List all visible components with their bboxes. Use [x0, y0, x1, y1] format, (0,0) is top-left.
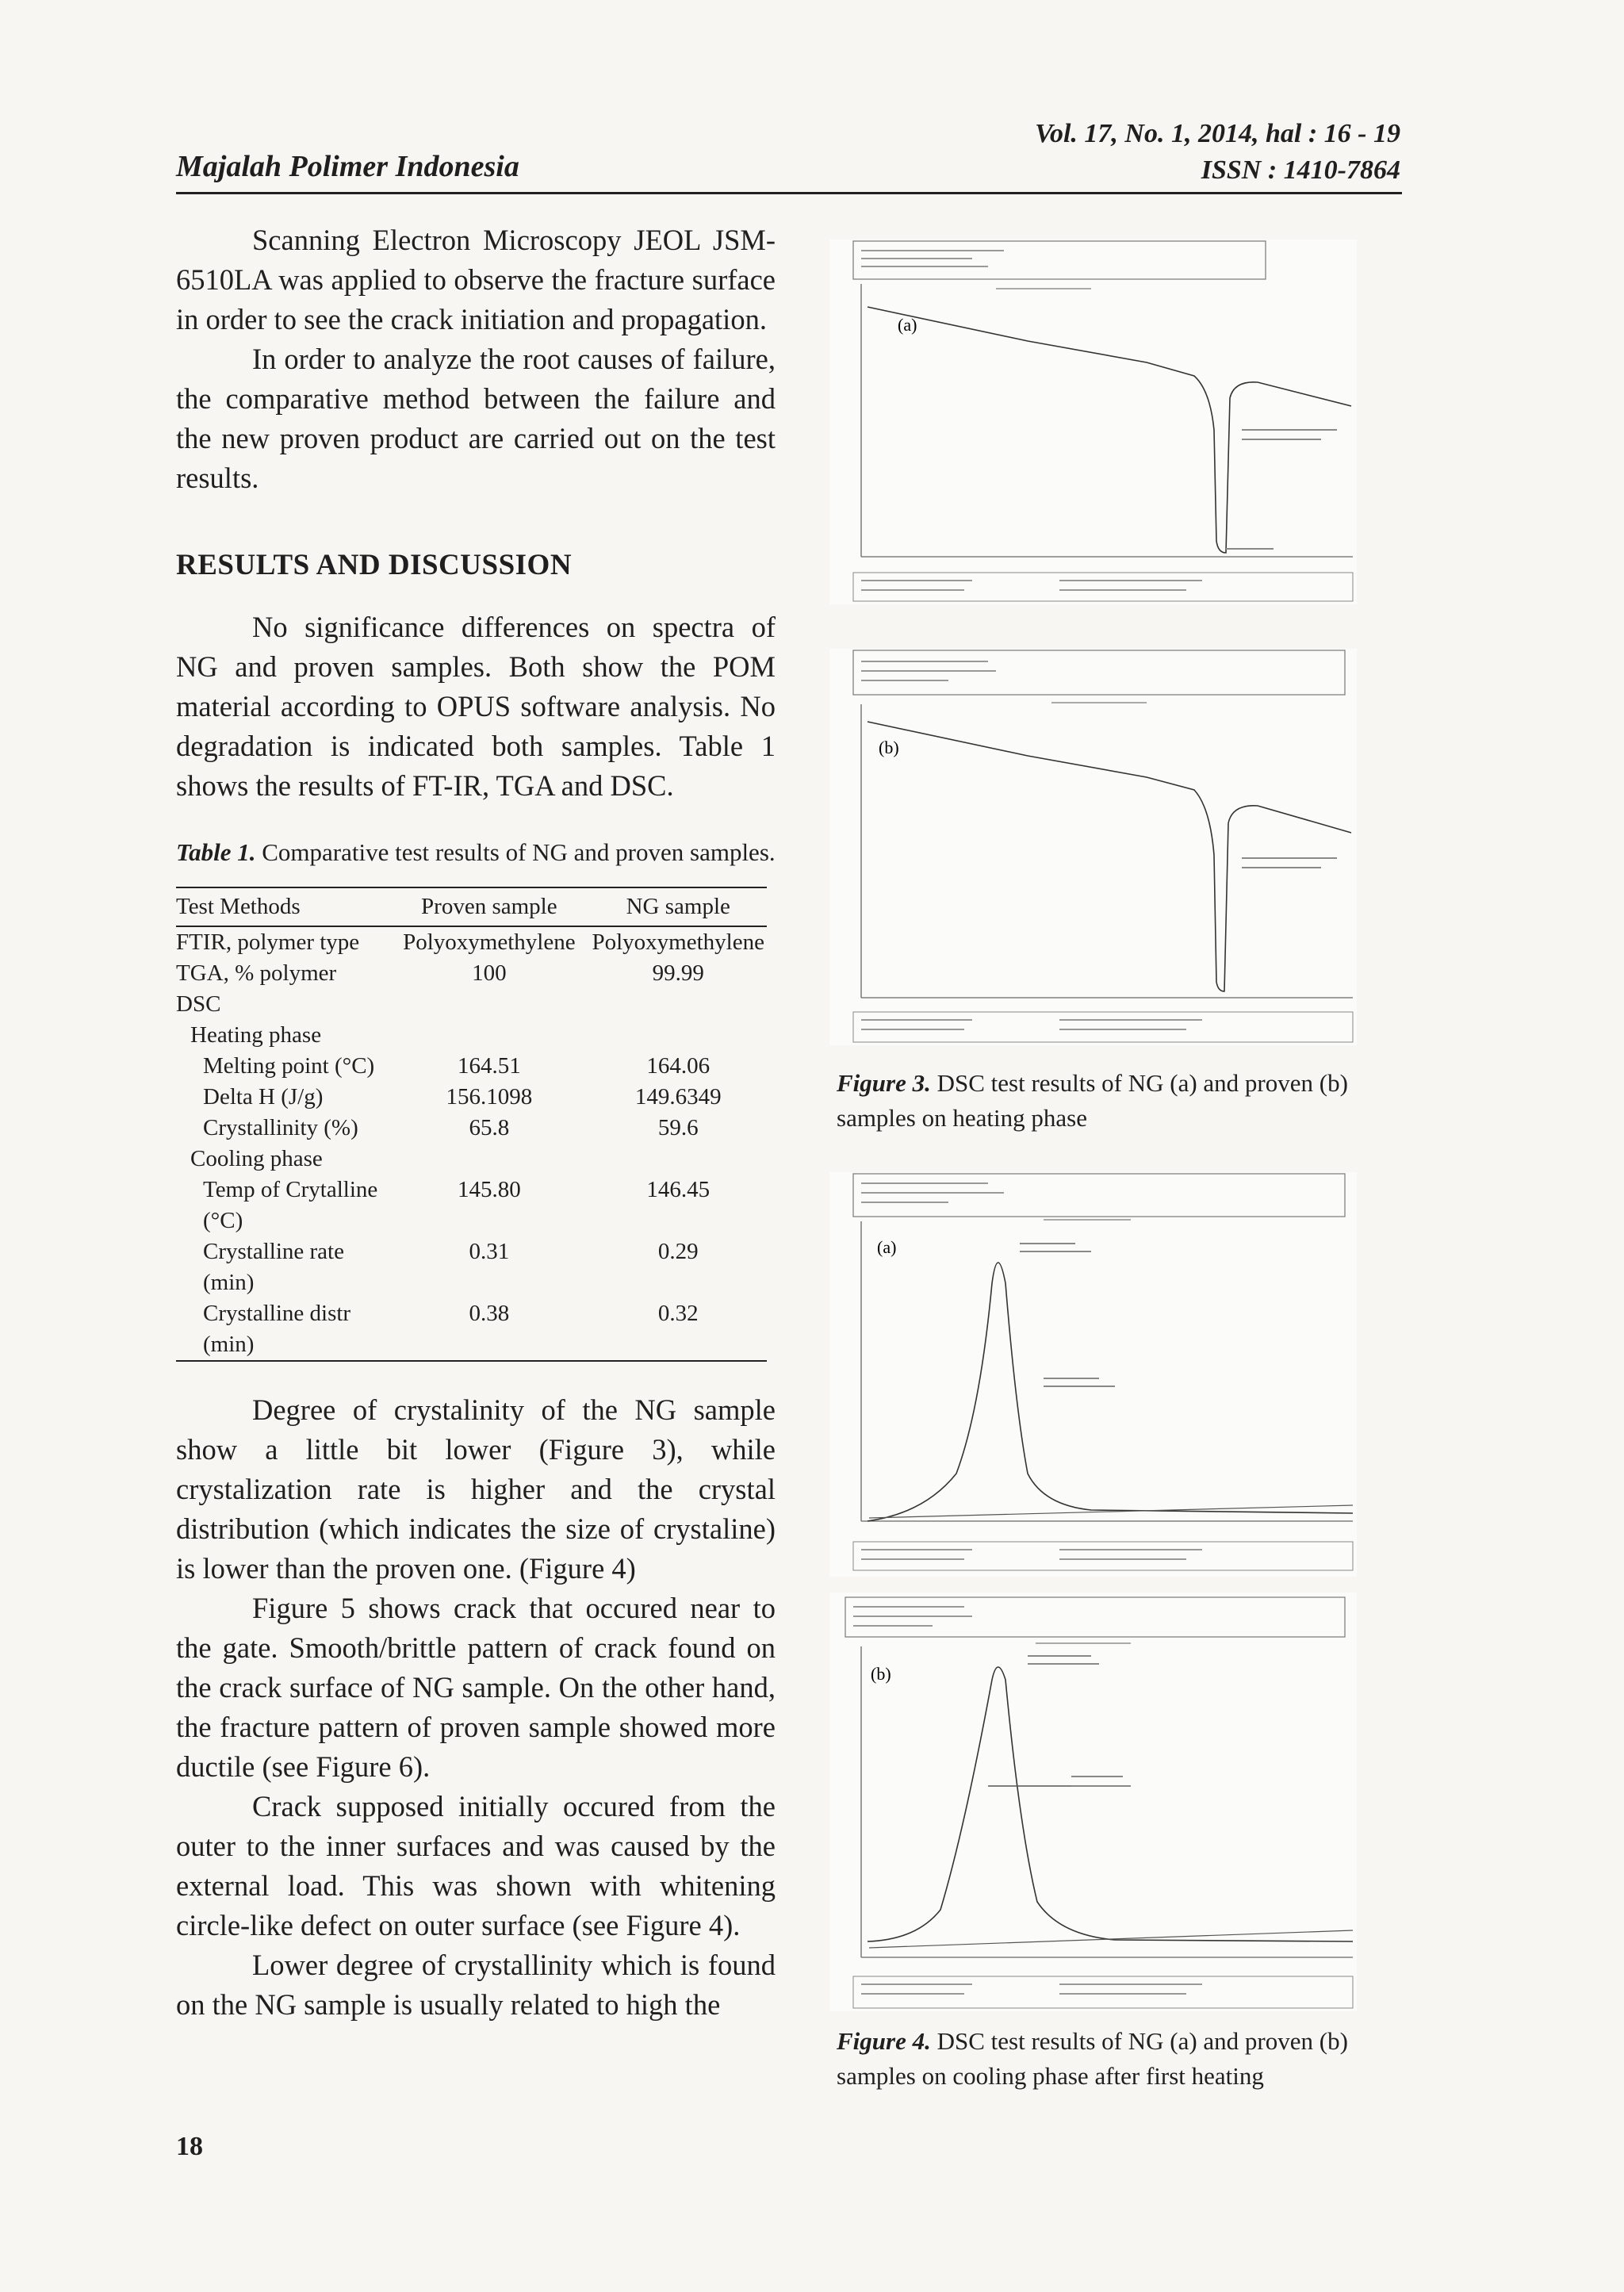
cell: DSC — [176, 991, 221, 1017]
journal-title: Majalah Polimer Indonesia — [176, 150, 519, 183]
section-title: RESULTS AND DISCUSSION — [176, 549, 573, 581]
cell — [389, 1020, 589, 1051]
cell: 164.51 — [457, 1053, 521, 1079]
cell — [589, 989, 767, 1020]
panel-label-a: (a) — [877, 1237, 897, 1257]
figure3-panel-a — [829, 240, 1357, 604]
table-row — [176, 1298, 767, 1361]
panel-label-b: (b) — [871, 1664, 891, 1684]
figure4-label: Figure 4. — [837, 2027, 931, 2055]
volume-line: Vol. 17, No. 1, 2014, hal : 16 - 19 — [1035, 119, 1400, 148]
cell: 65.8 — [469, 1115, 510, 1140]
cell: 145.80 — [457, 1177, 521, 1202]
results-table — [176, 887, 767, 1362]
table-row — [176, 926, 767, 958]
table-row — [176, 989, 767, 1020]
header-test-methods: Test Methods — [176, 887, 389, 926]
cell — [589, 1020, 767, 1051]
table-row — [176, 1175, 767, 1236]
table-header-row — [176, 887, 767, 926]
dsc-heating-plot-a — [829, 240, 1357, 604]
table-row — [176, 1236, 767, 1298]
figure4-panel-a — [829, 1172, 1357, 1577]
cell — [389, 989, 589, 1020]
paragraph-lower-degree: Lower degree of crystallinity which is found on the NG sample is usually related to high the — [176, 1949, 776, 2021]
cell: 0.29 — [657, 1239, 699, 1264]
cell: 149.6349 — [634, 1084, 722, 1110]
cell: TGA, % polymer — [176, 960, 337, 986]
figure4-caption-text: DSC test results of NG (a) and proven (b) samples on cooling phase after first heating — [837, 2027, 1348, 2090]
dsc-heating-plot-b — [829, 649, 1357, 1045]
paragraph-crystallinity: Degree of crystalinity of the NG sample show a little bit lower (Figure 3), while crystalization rate is higher and the crystal distribution (which indicates the size of crystaline) is lower than the proven one. (Figure 4) — [176, 1393, 776, 1585]
paragraph-figure5: Figure 5 shows crack that occured near to the gate. Smooth/brittle pattern of crack found on the crack surface of NG sample. On the other hand, the fracture pattern of proven sample showed more ductile (see Figure 6). — [176, 1592, 776, 1783]
table-row — [176, 958, 767, 989]
cell: 0.32 — [589, 1298, 767, 1361]
header-ng: NG sample — [589, 887, 767, 926]
figure4-panel-b — [829, 1593, 1357, 2011]
figure4-caption — [837, 2024, 1404, 2094]
figure3-caption-text: DSC test results of NG (a) and proven (b) samples on heating phase — [837, 1069, 1348, 1132]
header-rule — [176, 192, 1402, 194]
cell: 164.06 — [646, 1053, 710, 1079]
cell: Heating phase — [190, 1022, 322, 1048]
paragraph-sem: Scanning Electron Microscopy JEOL JSM-6510LA was applied to observe the fracture surface in order to see the crack initiation and propagation. — [176, 224, 776, 335]
cell: Temp of Crytalline (°C) — [203, 1177, 378, 1233]
cell: Delta H (J/g) — [203, 1084, 324, 1110]
volume-info — [1035, 116, 1400, 189]
header-proven: Proven sample — [389, 887, 589, 926]
cell: Polyoxymethylene — [403, 929, 576, 955]
cell: 156.1098 — [446, 1084, 533, 1110]
table-row — [176, 1082, 767, 1113]
table-caption-text: Comparative test results of NG and proven samples. — [262, 838, 776, 866]
figure3-panel-b — [829, 649, 1357, 1045]
cell: Crystalline distr (min) — [176, 1298, 389, 1361]
cell: FTIR, polymer type — [176, 929, 360, 955]
cell: Polyoxymethylene — [592, 929, 764, 955]
cell — [389, 1144, 589, 1175]
dsc-cooling-plot-b — [829, 1593, 1357, 2011]
figure3-label: Figure 3. — [837, 1069, 931, 1097]
figure3-caption — [837, 1066, 1404, 1136]
dsc-cooling-plot-a — [829, 1172, 1357, 1577]
cell: Cooling phase — [190, 1146, 323, 1171]
cell: 99.99 — [652, 960, 704, 986]
table-row — [176, 1051, 767, 1082]
paragraph-crack: Crack supposed initially occured from the outer to the inner surfaces and was caused by the external load. This was shown with whitening circle-like defect on outer surface (see Figure 4). — [176, 1790, 776, 1941]
cell: 0.31 — [469, 1239, 510, 1264]
cell — [589, 1144, 767, 1175]
cell: 146.45 — [646, 1177, 710, 1202]
table-caption-label: Table 1. — [176, 838, 256, 866]
table-row — [176, 1020, 767, 1051]
issn-line: ISSN : 1410-7864 — [1201, 155, 1400, 185]
cell: 100 — [472, 960, 507, 986]
cell: Crystallinity (%) — [203, 1115, 358, 1140]
cell: 0.38 — [389, 1298, 589, 1361]
cell: Crystalline rate (min) — [203, 1239, 344, 1295]
paragraph-spectra: No significance differences on spectra of NG and proven samples. Both show the POM material according to OPUS software analysis. No degradation is indicated both samples. Table 1 shows the results of FT-IR, TGA and DSC. — [176, 611, 776, 802]
table-row — [176, 1144, 767, 1175]
paragraph-method: In order to analyze the root causes of failure, the comparative method between the failure and the new proven product are carried out on the test results. — [176, 343, 776, 494]
table-row — [176, 1113, 767, 1144]
table-caption — [176, 836, 776, 869]
left-column — [176, 220, 776, 2025]
panel-label-b: (b) — [879, 738, 899, 757]
cell: 59.6 — [657, 1115, 699, 1140]
panel-label-a: (a) — [898, 315, 917, 335]
page-number: 18 — [176, 2132, 203, 2161]
cell: Melting point (°C) — [203, 1053, 375, 1079]
